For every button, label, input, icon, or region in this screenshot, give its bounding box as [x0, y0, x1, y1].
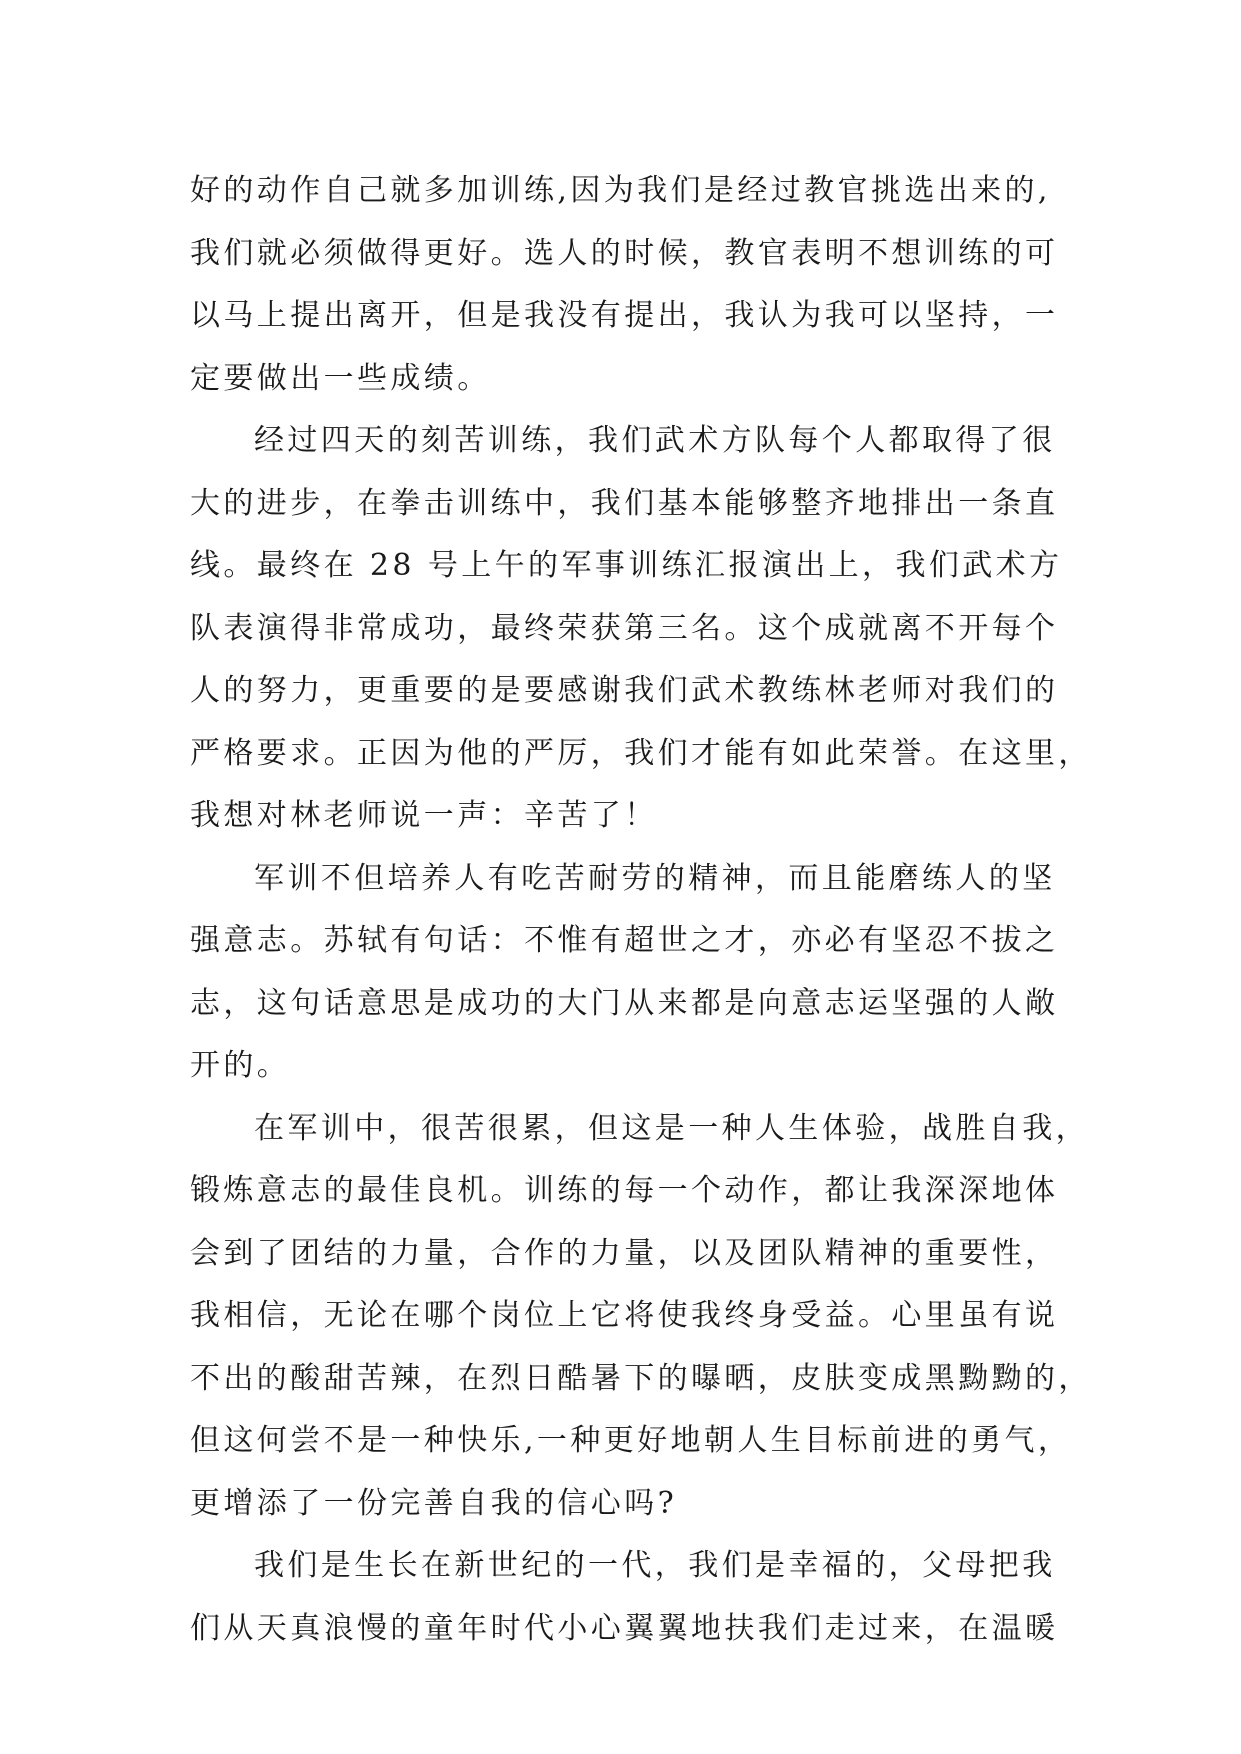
text-line: 人的努力，更重要的是要感谢我们武术教练林老师对我们的 [190, 673, 1059, 708]
paragraph [190, 1535, 1070, 1660]
paragraph [190, 410, 1092, 848]
text-line: 但这何尝不是一种快乐,一种更好地朝人生目标前进的勇气， [190, 1423, 1072, 1458]
text-line: 我们就必须做得更好。选人的时候，教官表明不想训练的可 [190, 235, 1059, 271]
text-line: 严格要求。正因为他的严厉，我们才能有如此荣誉。在这里， [190, 735, 1092, 771]
text-line: 定要做出一些成绩。 [190, 360, 491, 396]
paragraph [190, 1098, 1092, 1536]
text-line: 我们是生长在新世纪的一代，我们是幸福的，父母把我 [254, 1548, 1056, 1583]
text-line: 更增添了一份完善自我的信心吗? [190, 1485, 678, 1521]
paragraph [190, 160, 1070, 410]
text-line: 强意志。苏轼有句话：不惟有超世之才，亦必有坚忍不拔之 [190, 923, 1059, 958]
text-line: 我相信，无论在哪个岗位上它将使我终身受益。心里虽有说 [190, 1298, 1059, 1333]
text-line: 经过四天的刻苦训练，我们武术方队每个人都取得了很 [254, 423, 1056, 458]
text-line: 大的进步，在拳击训练中，我们基本能够整齐地排出一条直 [190, 485, 1059, 521]
text-line: 不出的酸甜苦辣，在烈日酷暑下的曝晒，皮肤变成黑黝黝的， [190, 1360, 1092, 1396]
text-line: 队表演得非常成功，最终荣获第三名。这个成就离不开每个 [190, 610, 1059, 646]
text-line: 会到了团结的力量，合作的力量，以及团队精神的重要性， [190, 1235, 1059, 1271]
text-line: 军训不但培养人有吃苦耐劳的精神，而且能磨练人的坚 [254, 860, 1056, 896]
text-line: 锻炼意志的最佳良机。训练的每一个动作，都让我深深地体 [190, 1173, 1059, 1208]
text-line: 志，这句话意思是成功的大门从来都是向意志运坚强的人敞 [190, 985, 1059, 1021]
text-line: 好的动作自己就多加训练,因为我们是经过教官挑选出来的, [190, 173, 1051, 208]
body-text [190, 160, 1092, 1660]
text-line: 我想对林老师说一声：辛苦了！ [190, 798, 658, 833]
text-line: 在军训中，很苦很累，但这是一种人生体验，战胜自我， [254, 1110, 1089, 1146]
text-line: 以马上提出离开，但是我没有提出，我认为我可以坚持，一 [190, 298, 1059, 333]
text-line: 线。最终在 28 号上午的军事训练汇报演出上，我们武术方 [190, 548, 1063, 583]
text-line: 们从天真浪慢的童年时代小心翼翼地扶我们走过来，在温暖 [190, 1610, 1059, 1646]
text-line: 开的。 [190, 1048, 291, 1083]
paragraph [190, 848, 1070, 1098]
